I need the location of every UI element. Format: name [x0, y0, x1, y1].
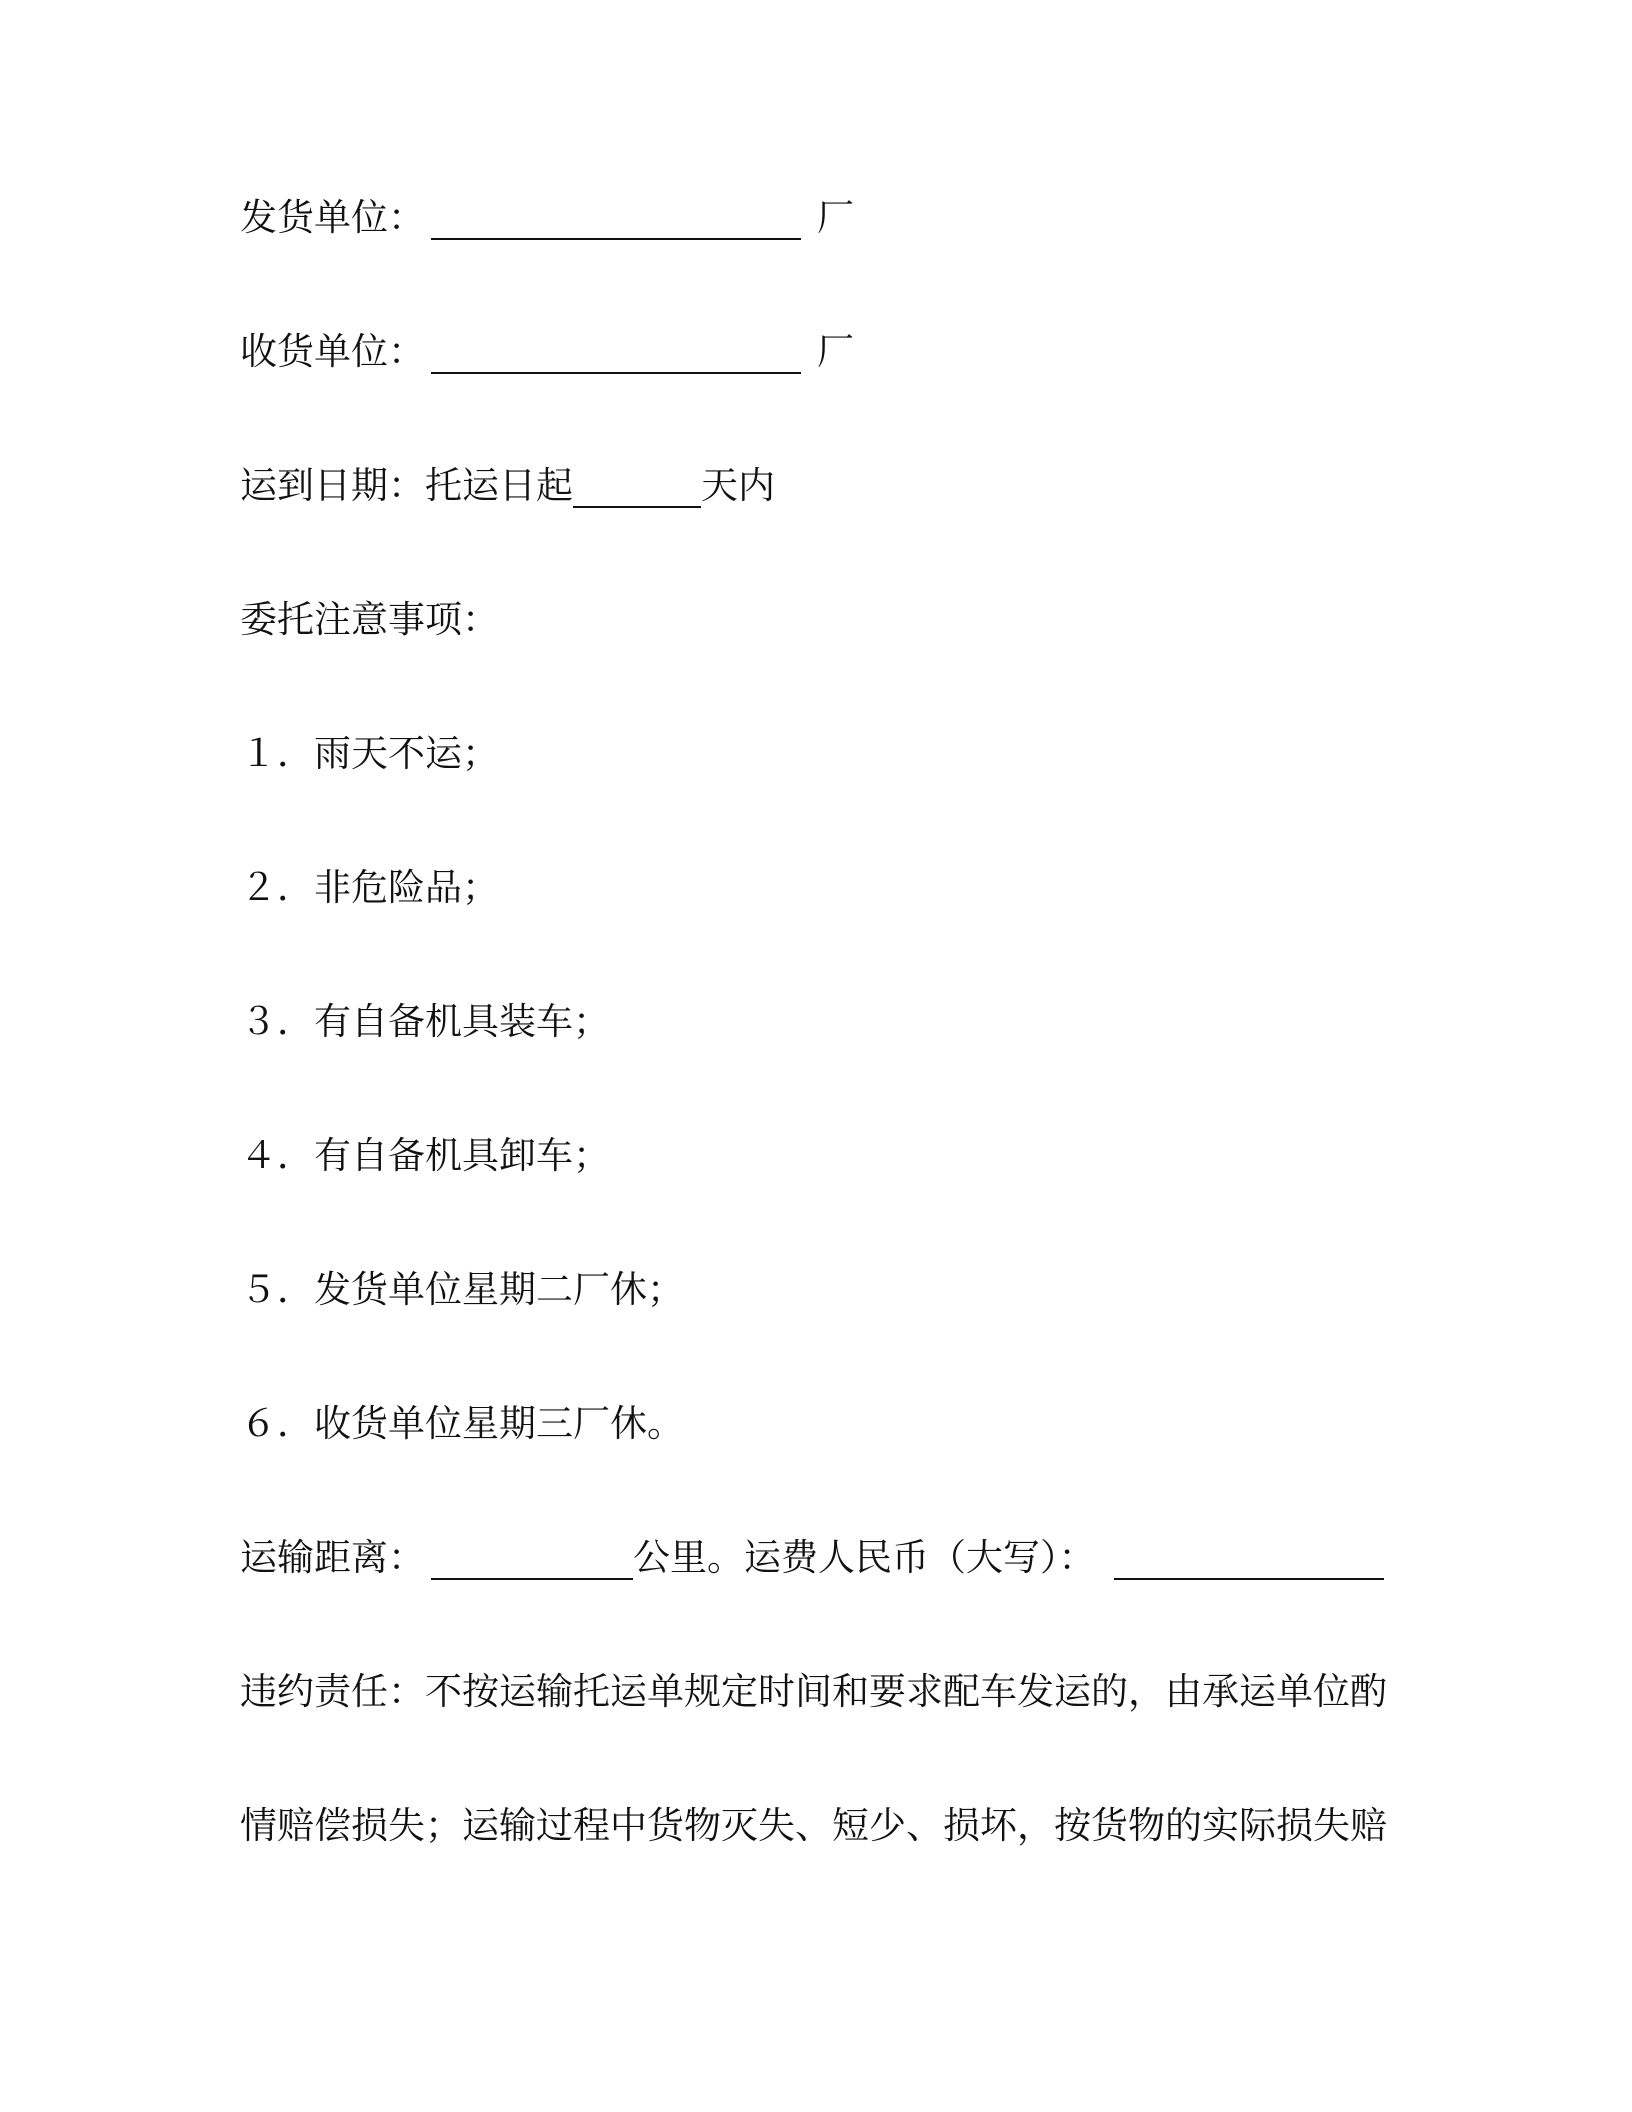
- delivery-days-blank[interactable]: [573, 466, 701, 508]
- note-item: [240, 1134, 610, 1178]
- shipper-row: [240, 196, 854, 240]
- notes-heading-text: 委托注意事项：: [240, 598, 499, 641]
- fee-label: 运费人民币（大写）：: [744, 1536, 1096, 1579]
- note-text: 有自备机具装车；: [314, 1000, 610, 1043]
- distance-row: [240, 1536, 1384, 1580]
- delivery-label: 运到日期：: [240, 464, 425, 507]
- delivery-row: [240, 464, 775, 508]
- receiver-blank[interactable]: [431, 332, 801, 374]
- note-number: ２．: [240, 866, 314, 909]
- shipper-blank[interactable]: [431, 198, 801, 240]
- liability-line: [240, 1670, 1387, 1714]
- note-text: 雨天不运；: [314, 732, 499, 775]
- note-item: [240, 732, 499, 776]
- receiver-label: 收货单位：: [240, 330, 425, 373]
- liability-text: 违约责任：不按运输托运单规定时间和要求配车发运的，由承运单位酌: [240, 1670, 1387, 1713]
- note-text: 非危险品；: [314, 866, 499, 909]
- note-item: [240, 1402, 684, 1446]
- receiver-suffix: 厂: [817, 330, 854, 373]
- note-number: １．: [240, 732, 314, 775]
- note-item: [240, 1000, 610, 1044]
- note-text: 发货单位星期二厂休；: [314, 1268, 684, 1311]
- note-item: [240, 1268, 684, 1312]
- note-number: ３．: [240, 1000, 314, 1043]
- distance-unit: 公里。: [633, 1536, 744, 1579]
- distance-label: 运输距离：: [240, 1536, 425, 1579]
- note-item: [240, 866, 499, 910]
- liability-line: [240, 1804, 1387, 1848]
- shipper-suffix: 厂: [817, 196, 854, 239]
- note-number: ４．: [240, 1134, 314, 1177]
- note-text: 收货单位星期三厂休。: [314, 1402, 684, 1445]
- note-number: ６．: [240, 1402, 314, 1445]
- receiver-row: [240, 330, 854, 374]
- note-text: 有自备机具卸车；: [314, 1134, 610, 1177]
- notes-heading: [240, 598, 499, 642]
- fee-blank[interactable]: [1114, 1538, 1384, 1580]
- delivery-prefix: 托运日起: [425, 464, 573, 507]
- liability-text: 情赔偿损失；运输过程中货物灭失、短少、损坏，按货物的实际损失赔: [240, 1804, 1387, 1847]
- distance-blank[interactable]: [431, 1538, 633, 1580]
- delivery-suffix: 天内: [701, 464, 775, 507]
- shipper-label: 发货单位：: [240, 196, 425, 239]
- note-number: ５．: [240, 1268, 314, 1311]
